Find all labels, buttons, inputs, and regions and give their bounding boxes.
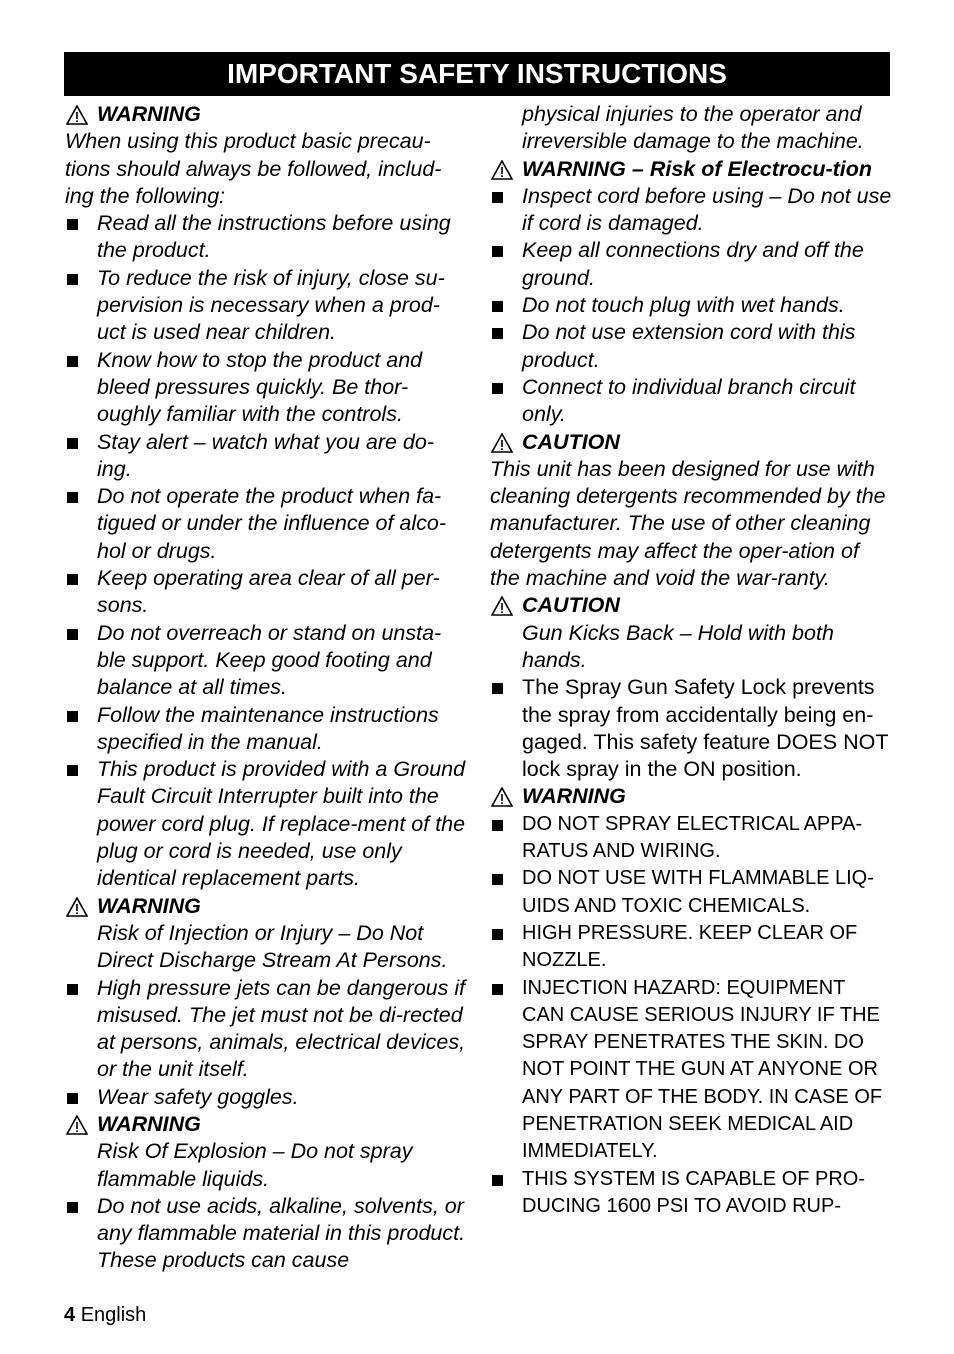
- warning-triangle-icon: [66, 893, 92, 917]
- list-item: Read all the instructions before using the product.: [65, 210, 467, 265]
- list-item: INJECTION HAZARD: EQUIPMENT CAN CAUSE SERIOUS INJURY IF THE SPRAY PENETRATES THE SKIN. DO NOT POINT THE GUN AT ANYONE OR ANY PART OF THE BODY. IN CASE OF PENETRATION SEEK MEDICAL AID IMMEDIATELY.: [490, 975, 892, 1166]
- warning-triangle-icon: [491, 592, 517, 616]
- list-item: Keep operating area clear of all per-sons.: [65, 565, 467, 620]
- bullet-square-icon: [492, 328, 503, 339]
- bullet-square-icon: [67, 984, 78, 995]
- list-item: Know how to stop the product and bleed pressures quickly. Be thor-oughly familiar with the controls.: [65, 347, 467, 429]
- list-item: THIS SYSTEM IS CAPABLE OF PRO-DUCING 1600 PSI TO AVOID RUP-: [490, 1166, 892, 1221]
- right-column: [490, 101, 892, 1220]
- warning-heading: WARNING: [490, 783, 892, 810]
- list-item: Keep all connections dry and off the ground.: [490, 237, 892, 292]
- caution-text: This unit has been designed for use with cleaning detergents recommended by the manufacturer. The use of other cleaning detergents may affect the oper-ation of the machine and void the war-ranty.: [490, 456, 886, 591]
- bullet-square-icon: [67, 711, 78, 722]
- list-item: Do not use extension cord with this product.: [490, 319, 892, 374]
- warning-heading: WARNING – Risk of Electrocu-tion: [490, 156, 892, 183]
- list-item: DO NOT USE WITH FLAMMABLE LIQ-UIDS AND TOXIC CHEMICALS.: [490, 865, 892, 920]
- bullet-square-icon: [492, 683, 503, 694]
- bullet-square-icon: [492, 383, 503, 394]
- list-item: Wear safety goggles.: [65, 1084, 467, 1111]
- left-column: [65, 101, 467, 1275]
- warning-heading: WARNING: [65, 1111, 467, 1138]
- list-item: This product is provided with a Ground Fault Circuit Interrupter built into the power cord plug. If replace-ment of the plug or cord is needed, use only identical replacement parts.: [65, 756, 467, 892]
- list-item: Inspect cord before using – Do not use if cord is damaged.: [490, 183, 892, 238]
- list-item: Do not touch plug with wet hands.: [490, 292, 892, 319]
- bullet-square-icon: [67, 765, 78, 776]
- list-item: HIGH PRESSURE. KEEP CLEAR OF NOZZLE.: [490, 920, 892, 975]
- warning-heading: WARNING: [65, 101, 467, 128]
- bullet-square-icon: [67, 1202, 78, 1213]
- caution-subtitle: Gun Kicks Back – Hold with both hands.: [522, 620, 834, 672]
- bullet-square-icon: [67, 219, 78, 230]
- bullet-square-icon: [492, 874, 503, 885]
- bullet-square-icon: [67, 574, 78, 585]
- bullet-square-icon: [67, 492, 78, 503]
- warning-intro: When using this product basic precau-tions should always be followed, includ-ing the following:: [65, 129, 442, 208]
- bullet-square-icon: [67, 438, 78, 449]
- warning-subtitle: Risk Of Explosion – Do not spray flammable liquids.: [97, 1139, 413, 1191]
- bullet-square-icon: [492, 984, 503, 995]
- list-item: Stay alert – watch what you are do-ing.: [65, 429, 467, 484]
- list-item: Do not overreach or stand on unsta-ble support. Keep good footing and balance at all times.: [65, 620, 467, 702]
- warning-triangle-icon: [66, 1111, 92, 1135]
- list-item: Connect to individual branch circuit only.: [490, 374, 892, 429]
- warning-heading: WARNING: [65, 893, 467, 920]
- warning-subtitle: Risk of Injection or Injury – Do Not Direct Discharge Stream At Persons.: [97, 920, 448, 973]
- warning-triangle-icon: [491, 429, 517, 453]
- bullet-square-icon: [67, 629, 78, 640]
- list-item: To reduce the risk of injury, close su-pervision is necessary when a prod-uct is used near children.: [65, 265, 467, 347]
- warning-triangle-icon: [66, 101, 92, 125]
- list-item: Follow the maintenance instructions specified in the manual.: [65, 702, 467, 757]
- page-title: IMPORTANT SAFETY INSTRUCTIONS: [64, 52, 890, 96]
- list-item: High pressure jets can be dangerous if misused. The jet must not be di-rected at persons, animals, electrical devices, or the unit itself.: [65, 975, 467, 1084]
- bullet-square-icon: [492, 820, 503, 831]
- bullet-square-icon: [492, 192, 503, 203]
- bullet-square-icon: [492, 301, 503, 312]
- page-footer: [64, 1304, 146, 1327]
- list-item: Do not use acids, alkaline, solvents, or any flammable material in this product. These products can cause: [65, 1193, 467, 1275]
- caution-heading: CAUTION: [490, 592, 892, 619]
- bullet-square-icon: [67, 356, 78, 367]
- list-item: DO NOT SPRAY ELECTRICAL APPA-RATUS AND WIRING.: [490, 811, 892, 866]
- list-item: Do not operate the product when fa-tigued or under the influence of alco-hol or drugs.: [65, 483, 467, 565]
- bullet-square-icon: [67, 1093, 78, 1104]
- page-number: 4: [64, 1304, 76, 1326]
- bullet-square-icon: [492, 1175, 503, 1186]
- bullet-square-icon: [67, 274, 78, 285]
- bullet-square-icon: [492, 246, 503, 257]
- continued-text: physical injuries to the operator and irreversible damage to the machine.: [522, 102, 864, 154]
- footer-language: English: [80, 1304, 147, 1326]
- caution-heading: CAUTION: [490, 429, 892, 456]
- bullet-square-icon: [492, 929, 503, 940]
- warning-triangle-icon: [491, 783, 517, 807]
- list-item: The Spray Gun Safety Lock prevents the spray from accidentally being en-gaged. This safety feature DOES NOT lock spray in the ON position.: [490, 674, 892, 783]
- warning-triangle-icon: [491, 156, 517, 180]
